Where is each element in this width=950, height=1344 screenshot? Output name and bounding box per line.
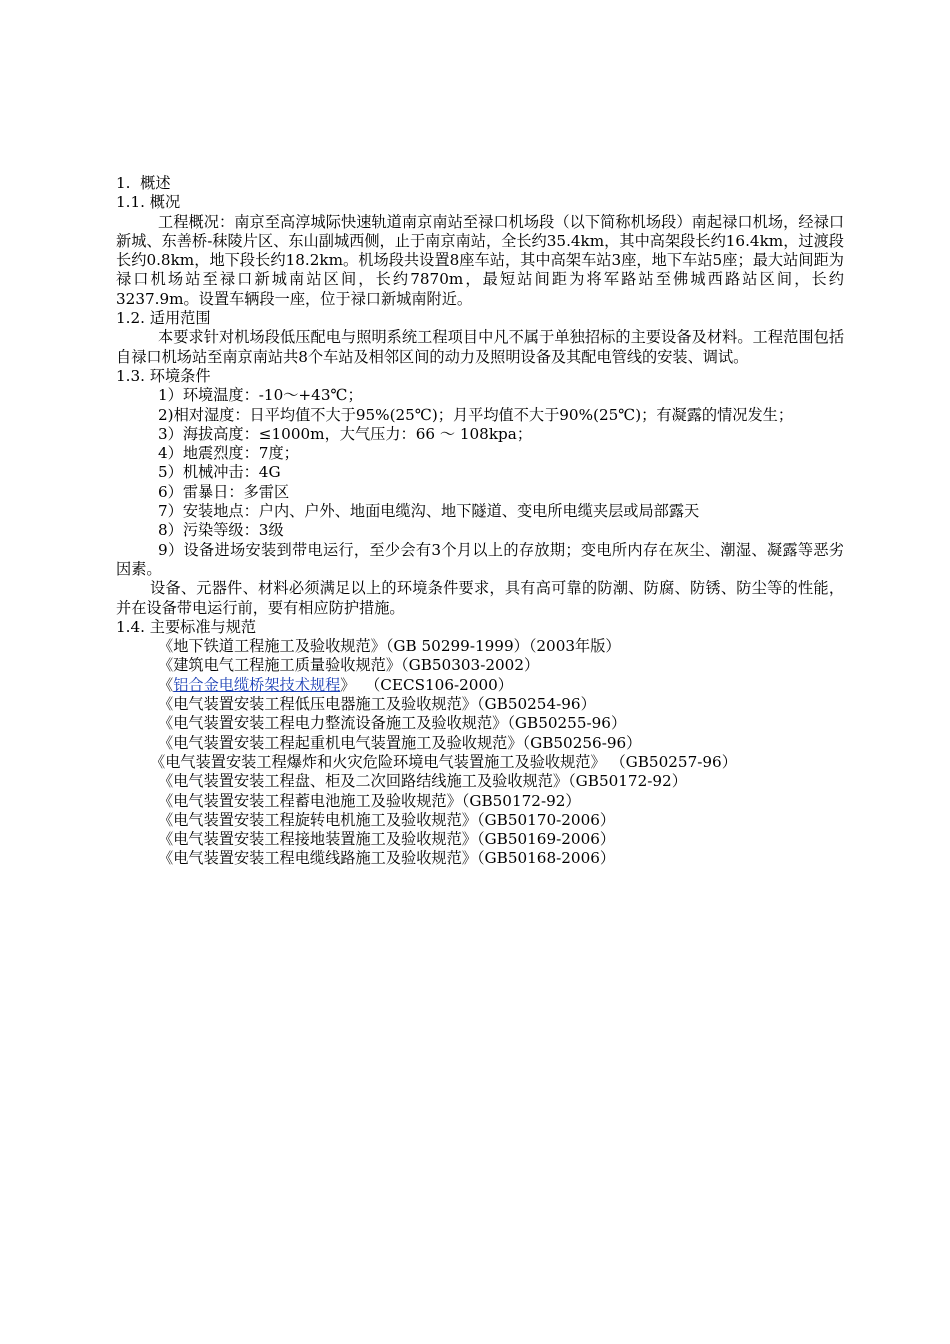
standard-open-bracket: 《 bbox=[158, 675, 174, 694]
standard-code: 》 （CECS106-2000） bbox=[340, 675, 513, 694]
subsection-heading-scope: 1.2. 适用范围 bbox=[116, 309, 211, 328]
paragraph-scope: 本要求针对机场段低压配电与照明系统工程项目中凡不属于单独招标的主要设备及材料。工程范围包括自禄口机场站至南京南站共8个车站及相邻区间的动力及照明设备及其配电管线的安装、调试。 bbox=[116, 328, 844, 366]
paragraph-environment-requirement: 设备、元器件、材料必须满足以上的环境条件要求，具有高可靠的防潮、防腐、防锈、防尘等的性能，并在设备带电运行前，要有相应防护措施。 bbox=[116, 579, 844, 617]
subsection-heading-environment: 1.3. 环境条件 bbox=[116, 366, 211, 385]
standard-item: 《电气装置安装工程电力整流设备施工及验收规范》（GB50255-96） bbox=[158, 714, 627, 733]
standard-item: 《电气装置安装工程蓄电池施工及验收规范》（GB50172-92） bbox=[158, 791, 581, 810]
standard-item: 《地下铁道工程施工及验收规范》（GB 50299-1999）（2003年版） bbox=[158, 637, 621, 656]
paragraph-project-summary: 工程概况：南京至高淳城际快速轨道南京南站至禄口机场段（以下简称机场段）南起禄口机场，经禄口新城、东善桥-秣陵片区、东山副城西侧，止于南京南站，全长约35.4km，其中高架段长约16.4km，过渡段长约0.8km，地下段长约18.2km。机场段共设置8座车站，其中高架车站3座，地下车站5座；最大站间距为禄口机场站至禄口新城南站区间，长约7870m，最短站间距为将军路站至佛城西路站区间，长约3237.9m。设置车辆段一座，位于禄口新城南附近。 bbox=[116, 212, 844, 308]
env-item: 3）海拔高度：≤1000m，大气压力：66 ～ 108kpa； bbox=[158, 424, 533, 443]
env-item: 9）设备进场安装到带电运行，至少会有3个月以上的存放期；变电所内存在灰尘、潮湿、凝露等恶劣因素。 bbox=[116, 540, 844, 578]
standard-item: 《建筑电气工程施工质量验收规范》（GB50303-2002） bbox=[158, 656, 540, 675]
env-item: 4）地震烈度：7度； bbox=[158, 444, 299, 463]
standard-item: 《电气装置安装工程盘、柜及二次回路结线施工及验收规范》（GB50172-92） bbox=[158, 772, 687, 791]
standard-item-with-link bbox=[116, 676, 844, 695]
standard-item: 《电气装置安装工程起重机电气装置施工及验收规范》（GB50256-96） bbox=[158, 733, 642, 752]
standard-item-text: 《电气装置安装工程爆炸和火灾危险环境电气装置施工及验收规范》 （GB50257-96） bbox=[150, 752, 737, 771]
env-item: 1）环境温度：-10～+43℃； bbox=[158, 386, 363, 405]
standard-item: 《电气装置安装工程电缆线路施工及验收规范》（GB50168-2006） bbox=[158, 849, 616, 868]
standard-item bbox=[116, 753, 844, 772]
env-item: 7）安装地点：户内、户外、地面电缆沟、地下隧道、变电所电缆夹层或局部露天 bbox=[158, 502, 700, 521]
document-body bbox=[116, 174, 844, 869]
subsection-heading-summary: 1.1. 概况 bbox=[116, 193, 181, 212]
standard-item: 《电气装置安装工程低压电器施工及验收规范》（GB50254-96） bbox=[158, 695, 596, 714]
standard-item: 《电气装置安装工程旋转电机施工及验收规范》（GB50170-2006） bbox=[158, 810, 616, 829]
standard-title-link[interactable]: 铝合金电缆桥架技术规程 bbox=[173, 675, 341, 694]
subsection-heading-standards: 1.4. 主要标准与规范 bbox=[116, 617, 257, 636]
env-item: 5）机械冲击：4G bbox=[158, 463, 281, 482]
section-heading-overview: 1. 概述 bbox=[116, 174, 171, 192]
env-item: 8）污染等级：3级 bbox=[158, 521, 284, 540]
standard-item: 《电气装置安装工程接地装置施工及验收规范》（GB50169-2006） bbox=[158, 830, 616, 849]
env-item: 6）雷暴日：多雷区 bbox=[158, 482, 290, 501]
env-item: 2)相对湿度：日平均值不大于95%(25℃)；月平均值不大于90%(25℃)；有凝露的情况发生； bbox=[158, 405, 794, 424]
